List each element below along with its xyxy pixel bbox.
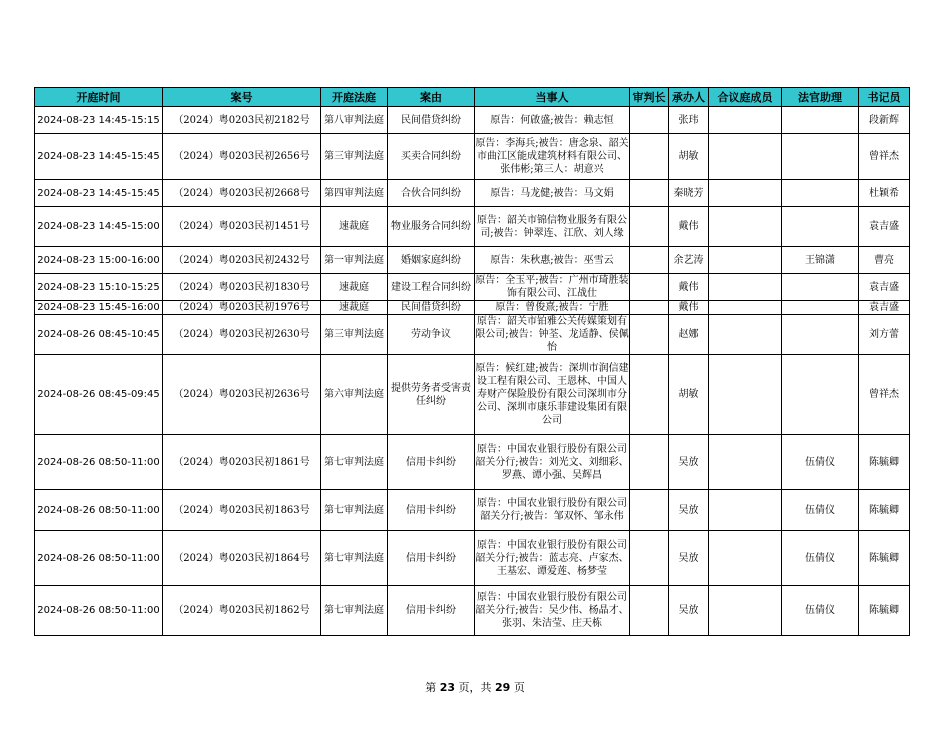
clerk-cell-text: 杜颖希 [869, 187, 899, 199]
header-panel: 合议庭成员 [709, 88, 782, 107]
parties-cell [475, 531, 630, 586]
courtroom-cell [321, 274, 388, 301]
courtroom-cell [321, 180, 388, 207]
hearing-time-cell [35, 247, 163, 274]
case-number-cell [163, 180, 321, 207]
parties-cell [475, 490, 630, 531]
cause-cell [388, 274, 475, 301]
parties-cell-text: 原告：全玉平;被告：广州市琦胜装饰有限公司、江战仕 [475, 275, 629, 299]
courtroom-cell-text: 第四审判法庭 [324, 187, 384, 199]
courtroom-cell [321, 207, 388, 247]
parties-cell [475, 315, 630, 355]
judge-cell [669, 435, 709, 490]
panel-cell [709, 107, 782, 134]
courtroom-cell-text: 速裁庭 [339, 221, 369, 232]
case-number-cell-text: （2024）粤0203民初1864号 [173, 552, 310, 564]
assistant-cell [782, 301, 859, 315]
case-number-cell [163, 134, 321, 180]
clerk-cell-text: 刘方蕾 [869, 329, 899, 340]
header-case-number: 案号 [163, 88, 321, 107]
judge-cell [669, 134, 709, 180]
hearing-time-cell-text: 2024-08-23 14:45-15:45 [37, 151, 160, 162]
clerk-cell [859, 315, 910, 355]
table-row [35, 180, 910, 207]
hearing-time-cell [35, 301, 163, 315]
case-number-cell-text: （2024）粤0203民初2182号 [173, 114, 310, 126]
cause-cell-text: 提供劳务者受害责任纠纷 [391, 382, 471, 407]
clerk-cell-text: 袁吉盛 [869, 281, 899, 293]
courtroom-cell-text: 第三审判法庭 [324, 151, 384, 162]
judge-cell-text: 吴放 [678, 605, 699, 616]
courtroom-cell-text: 第七审判法庭 [324, 605, 384, 616]
panel-cell [709, 274, 782, 301]
hearing-time-cell-text: 2024-08-23 14:45-15:15 [37, 114, 160, 126]
clerk-cell-text: 陈毓卿 [869, 456, 899, 468]
courtroom-cell-text: 速裁庭 [339, 281, 369, 293]
panel-cell [709, 490, 782, 531]
assistant-cell [782, 355, 859, 435]
cause-cell [388, 301, 475, 315]
footer-middle: 页，共 [458, 681, 492, 694]
case-number-cell [163, 207, 321, 247]
assistant-cell-text: 伍倩仪 [805, 552, 835, 564]
courtroom-cell [321, 315, 388, 355]
case-number-cell [163, 247, 321, 274]
clerk-cell-text: 曹亮 [874, 254, 894, 266]
parties-cell-text: 原告：中国农业银行股份有限公司韶关分行;被告：邹双怀、邹永伟 [477, 498, 627, 522]
judge-cell-text: 吴放 [678, 456, 699, 468]
table-header-row [35, 88, 910, 107]
case-number-cell [163, 490, 321, 531]
hearing-time-cell-text: 2024-08-23 15:10-15:25 [37, 281, 160, 293]
judge-cell-text: 戴伟 [678, 221, 699, 232]
footer-page-number: 23 [439, 681, 455, 694]
header-hearing-time: 开庭时间 [35, 88, 163, 107]
presiding-judge-cell [630, 247, 669, 274]
cause-cell [388, 315, 475, 355]
cause-cell [388, 247, 475, 274]
hearing-time-cell [35, 107, 163, 134]
clerk-cell-text: 陈毓卿 [869, 605, 899, 616]
table-row [35, 355, 910, 435]
courtroom-cell [321, 490, 388, 531]
case-number-cell [163, 107, 321, 134]
table-row [35, 435, 910, 490]
cause-cell [388, 107, 475, 134]
judge-cell [669, 207, 709, 247]
parties-cell [475, 207, 630, 247]
clerk-cell-text: 陈毓卿 [869, 552, 899, 564]
parties-cell [475, 274, 630, 301]
hearing-time-cell-text: 2024-08-23 15:00-16:00 [37, 254, 160, 266]
presiding-judge-cell [630, 107, 669, 134]
case-number-cell-text: （2024）粤0203民初1976号 [173, 302, 310, 313]
hearing-time-cell-text: 2024-08-26 08:50-11:00 [37, 504, 160, 516]
header-assistant: 法官助理 [782, 88, 859, 107]
case-number-cell-text: （2024）粤0203民初2636号 [173, 389, 310, 400]
presiding-judge-cell [630, 207, 669, 247]
cause-cell-text: 信用卡纠纷 [406, 605, 456, 616]
case-number-cell-text: （2024）粤0203民初1451号 [173, 221, 310, 232]
case-number-cell-text: （2024）粤0203民初1830号 [173, 281, 310, 293]
assistant-cell [782, 315, 859, 355]
hearing-time-cell [35, 315, 163, 355]
table-row [35, 247, 910, 274]
case-number-cell-text: （2024）粤0203民初2656号 [173, 151, 310, 162]
cause-cell-text: 信用卡纠纷 [406, 504, 456, 516]
case-number-cell [163, 355, 321, 435]
clerk-cell [859, 107, 910, 134]
hearing-time-cell-text: 2024-08-26 08:45-09:45 [37, 389, 160, 400]
hearing-time-cell-text: 2024-08-26 08:50-11:00 [37, 552, 160, 564]
clerk-cell [859, 531, 910, 586]
case-number-cell [163, 586, 321, 636]
table-row [35, 107, 910, 134]
case-number-cell [163, 435, 321, 490]
assistant-cell-text: 王锦潇 [805, 254, 835, 266]
clerk-cell [859, 180, 910, 207]
hearing-time-cell-text: 2024-08-23 14:45-15:00 [37, 221, 160, 232]
presiding-judge-cell [630, 586, 669, 636]
judge-cell [669, 247, 709, 274]
clerk-cell [859, 301, 910, 315]
hearing-time-cell-text: 2024-08-23 15:45-16:00 [37, 302, 160, 313]
courtroom-cell-text: 第七审判法庭 [324, 456, 384, 468]
judge-cell [669, 531, 709, 586]
footer-prefix: 第 [425, 681, 437, 694]
assistant-cell-text: 伍倩仪 [805, 605, 835, 616]
assistant-cell [782, 107, 859, 134]
hearing-schedule-table [34, 87, 910, 636]
cause-cell [388, 435, 475, 490]
parties-cell-text: 原告：马龙健;被告：马文娟 [490, 187, 614, 199]
hearing-time-cell-text: 2024-08-26 08:45-10:45 [37, 329, 160, 340]
cause-cell-text: 建设工程合同纠纷 [391, 281, 471, 293]
panel-cell [709, 586, 782, 636]
parties-cell [475, 107, 630, 134]
clerk-cell [859, 586, 910, 636]
parties-cell-text: 原告：曾俊熹;被告：宁胜 [495, 302, 609, 313]
parties-cell [475, 301, 630, 315]
table-row [35, 134, 910, 180]
courtroom-cell [321, 355, 388, 435]
courtroom-cell [321, 531, 388, 586]
courtroom-cell [321, 247, 388, 274]
hearing-time-cell-text: 2024-08-26 08:50-11:00 [37, 605, 160, 616]
table-row [35, 207, 910, 247]
cause-cell [388, 355, 475, 435]
cause-cell [388, 490, 475, 531]
case-number-cell-text: （2024）粤0203民初2668号 [173, 187, 310, 199]
case-number-cell-text: （2024）粤0203民初2432号 [173, 254, 310, 266]
cause-cell-text: 合伙合同纠纷 [401, 187, 461, 199]
table-row [35, 315, 910, 355]
presiding-judge-cell [630, 134, 669, 180]
case-number-cell [163, 274, 321, 301]
judge-cell-text: 戴伟 [678, 302, 699, 313]
parties-cell-text: 原告：中国农业银行股份有限公司韶关分行;被告：吴少伟、杨晶才、张羽、朱洁莹、庄天栋 [475, 592, 629, 629]
judge-cell-text: 赵娜 [678, 329, 699, 340]
assistant-cell [782, 180, 859, 207]
presiding-judge-cell [630, 435, 669, 490]
header-judge: 承办人 [669, 88, 709, 107]
header-cause: 案由 [388, 88, 475, 107]
cause-cell-text: 物业服务合同纠纷 [391, 221, 471, 232]
panel-cell [709, 247, 782, 274]
courtroom-cell-text: 速裁庭 [339, 302, 369, 313]
courtroom-cell-text: 第六审判法庭 [324, 389, 384, 400]
parties-cell-text: 原告：李海兵;被告：唐念泉、韶关市曲江区能成建筑材料有限公司、张伟彬;第三人：胡意兴 [475, 138, 629, 175]
clerk-cell [859, 490, 910, 531]
courtroom-cell-text: 第一审判法庭 [324, 254, 384, 266]
assistant-cell [782, 435, 859, 490]
presiding-judge-cell [630, 355, 669, 435]
judge-cell [669, 180, 709, 207]
header-clerk: 书记员 [859, 88, 910, 107]
case-number-cell-text: （2024）粤0203民初1861号 [173, 456, 310, 468]
parties-cell-text: 原告：韶关市铂雅公关传媒策划有限公司;被告：钟荃、龙适静、侯佩怡 [475, 316, 629, 353]
parties-cell [475, 355, 630, 435]
table-row [35, 301, 910, 315]
assistant-cell [782, 207, 859, 247]
judge-cell-text: 胡敏 [678, 389, 699, 400]
judge-cell [669, 274, 709, 301]
courtroom-cell [321, 301, 388, 315]
cause-cell-text: 买卖合同纠纷 [401, 151, 461, 162]
parties-cell-text: 原告：朱秋惠;被告：巫雪云 [490, 254, 614, 266]
judge-cell [669, 301, 709, 315]
clerk-cell-text: 袁吉盛 [869, 221, 899, 232]
panel-cell [709, 207, 782, 247]
table-row [35, 490, 910, 531]
clerk-cell [859, 355, 910, 435]
parties-cell [475, 435, 630, 490]
cause-cell-text: 民间借贷纠纷 [401, 302, 461, 313]
clerk-cell-text: 曾祥杰 [869, 389, 899, 400]
table-row [35, 531, 910, 586]
case-number-cell [163, 531, 321, 586]
cause-cell-text: 民间借贷纠纷 [401, 114, 461, 126]
judge-cell-text: 吴放 [678, 552, 699, 564]
panel-cell [709, 435, 782, 490]
page-footer [0, 679, 950, 695]
assistant-cell [782, 134, 859, 180]
courtroom-cell-text: 第七审判法庭 [324, 552, 384, 564]
clerk-cell [859, 247, 910, 274]
hearing-time-cell [35, 180, 163, 207]
presiding-judge-cell [630, 180, 669, 207]
header-courtroom: 开庭法庭 [321, 88, 388, 107]
hearing-time-cell [35, 355, 163, 435]
judge-cell-text: 胡敏 [678, 151, 699, 162]
header-presiding-judge: 审判长 [630, 88, 669, 107]
hearing-time-cell [35, 207, 163, 247]
case-number-cell-text: （2024）粤0203民初1862号 [173, 605, 310, 616]
assistant-cell [782, 247, 859, 274]
assistant-cell [782, 274, 859, 301]
panel-cell [709, 134, 782, 180]
judge-cell-text: 张玮 [678, 114, 699, 126]
parties-cell-text: 原告：中国农业银行股份有限公司韶关分行;被告：蓝志亮、卢家杰、王基宏、谭爱莲、杨梦莹 [475, 539, 629, 577]
judge-cell [669, 355, 709, 435]
parties-cell-text: 原告：中国农业银行股份有限公司韶关分行;被告：刘光文、刘细彩、罗燕、谭小强、吴辉昌 [475, 443, 629, 481]
clerk-cell-text: 陈毓卿 [869, 504, 899, 516]
hearing-time-cell [35, 490, 163, 531]
courtroom-cell-text: 第七审判法庭 [324, 504, 384, 516]
courtroom-cell-text: 第三审判法庭 [324, 329, 384, 340]
assistant-cell-text: 伍倩仪 [805, 456, 835, 468]
judge-cell-text: 吴放 [678, 504, 699, 516]
courtroom-cell [321, 134, 388, 180]
panel-cell [709, 301, 782, 315]
case-number-cell [163, 315, 321, 355]
judge-cell-text: 秦晓芳 [673, 187, 704, 199]
cause-cell-text: 信用卡纠纷 [406, 552, 456, 564]
judge-cell-text: 余艺涛 [673, 254, 704, 266]
hearing-time-cell [35, 435, 163, 490]
judge-cell-text: 戴伟 [678, 281, 699, 293]
judge-cell [669, 586, 709, 636]
footer-suffix: 页 [513, 681, 525, 694]
courtroom-cell-text: 第八审判法庭 [324, 114, 384, 126]
clerk-cell [859, 134, 910, 180]
cause-cell-text: 婚姻家庭纠纷 [401, 254, 461, 266]
hearing-time-cell [35, 274, 163, 301]
clerk-cell [859, 274, 910, 301]
judge-cell [669, 107, 709, 134]
clerk-cell-text: 曾祥杰 [869, 151, 899, 162]
assistant-cell [782, 490, 859, 531]
parties-cell-text: 原告：何啟盛;被告：赖志恒 [490, 114, 614, 126]
cause-cell [388, 180, 475, 207]
cause-cell [388, 207, 475, 247]
parties-cell [475, 134, 630, 180]
cause-cell [388, 586, 475, 636]
table-row [35, 274, 910, 301]
parties-cell [475, 180, 630, 207]
cause-cell-text: 信用卡纠纷 [406, 456, 456, 468]
courtroom-cell [321, 586, 388, 636]
parties-cell-text: 原告：韶关市锦信物业服务有限公司;被告：钟翠连、江欣、刘人缘 [477, 214, 627, 239]
presiding-judge-cell [630, 315, 669, 355]
parties-cell [475, 586, 630, 636]
hearing-time-cell [35, 531, 163, 586]
courtroom-cell [321, 435, 388, 490]
judge-cell [669, 315, 709, 355]
header-parties: 当事人 [475, 88, 630, 107]
parties-cell [475, 247, 630, 274]
cause-cell [388, 531, 475, 586]
hearing-time-cell-text: 2024-08-23 14:45-15:45 [37, 187, 160, 199]
presiding-judge-cell [630, 531, 669, 586]
panel-cell [709, 355, 782, 435]
case-number-cell-text: （2024）粤0203民初1863号 [173, 504, 310, 516]
clerk-cell [859, 207, 910, 247]
clerk-cell-text: 袁吉盛 [869, 302, 899, 313]
presiding-judge-cell [630, 301, 669, 315]
footer-total-pages: 29 [495, 681, 511, 694]
assistant-cell [782, 586, 859, 636]
panel-cell [709, 531, 782, 586]
assistant-cell-text: 伍倩仪 [805, 504, 835, 516]
hearing-time-cell-text: 2024-08-26 08:50-11:00 [37, 456, 160, 468]
assistant-cell [782, 531, 859, 586]
cause-cell [388, 134, 475, 180]
case-number-cell-text: （2024）粤0203民初2630号 [173, 329, 310, 340]
courtroom-cell [321, 107, 388, 134]
clerk-cell [859, 435, 910, 490]
presiding-judge-cell [630, 274, 669, 301]
table-row [35, 586, 910, 636]
judge-cell [669, 490, 709, 531]
presiding-judge-cell [630, 490, 669, 531]
parties-cell-text: 原告：候红建;被告：深圳市润信建设工程有限公司、王恩林、中国人寿财产保险股份有限公司深圳市分公司、深圳市康乐菲建设集团有限公司 [475, 363, 629, 426]
hearing-time-cell [35, 586, 163, 636]
cause-cell-text: 劳动争议 [411, 329, 451, 340]
panel-cell [709, 180, 782, 207]
panel-cell [709, 315, 782, 355]
case-number-cell [163, 301, 321, 315]
hearing-time-cell [35, 134, 163, 180]
clerk-cell-text: 段新辉 [869, 114, 899, 126]
